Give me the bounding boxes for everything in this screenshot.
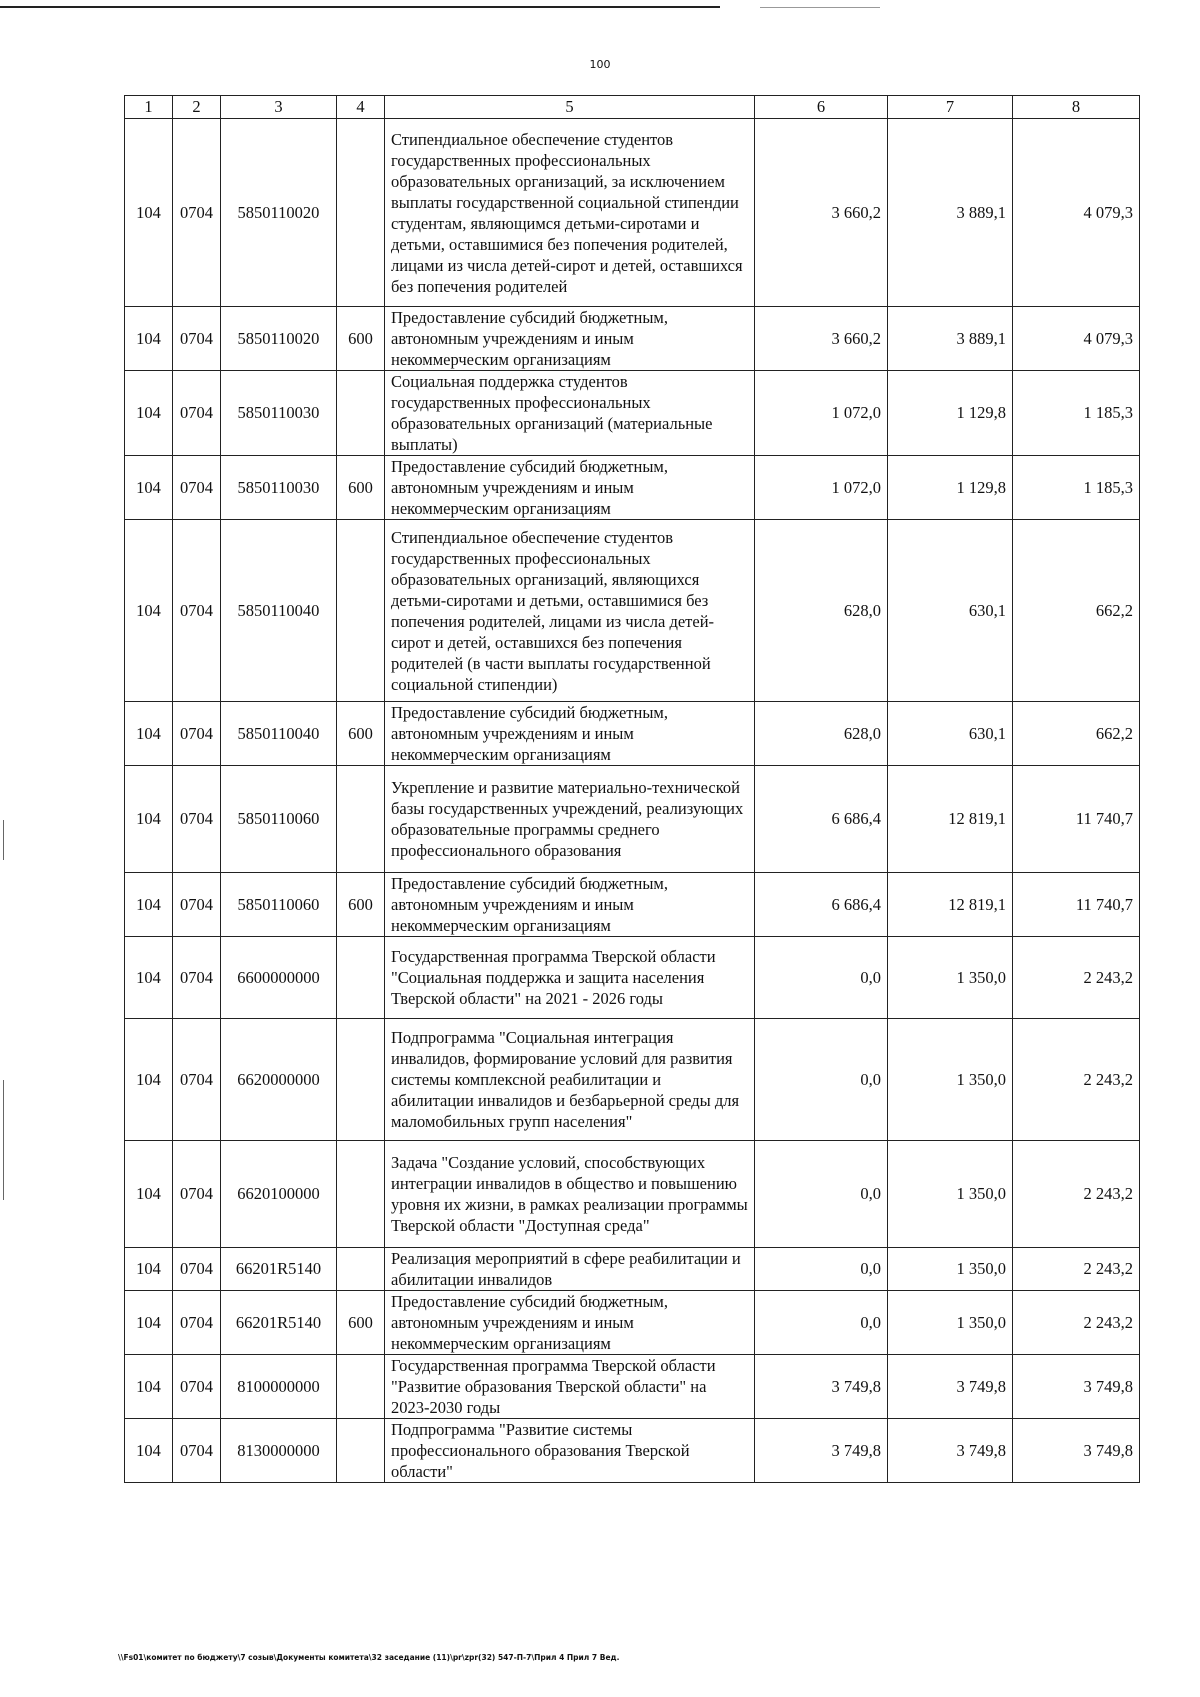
budget-section-cell: 104 bbox=[125, 1248, 173, 1291]
target-article-cell: 6600000000 bbox=[221, 937, 337, 1019]
expense-type-cell bbox=[337, 1019, 385, 1141]
amount-cell: 3 889,1 bbox=[888, 307, 1013, 371]
amount-cell: 1 072,0 bbox=[755, 456, 888, 520]
budget-section-cell: 104 bbox=[125, 520, 173, 702]
column-header: 4 bbox=[337, 96, 385, 119]
target-article-cell: 8130000000 bbox=[221, 1419, 337, 1483]
description-cell: Реализация мероприятий в сфере реабилитации и абилитации инвалидов bbox=[385, 1248, 755, 1291]
amount-cell: 12 819,1 bbox=[888, 873, 1013, 937]
amount-cell: 1 350,0 bbox=[888, 1248, 1013, 1291]
subsection-code-cell: 0704 bbox=[173, 1019, 221, 1141]
amount-cell: 0,0 bbox=[755, 1248, 888, 1291]
amount-cell: 3 749,8 bbox=[755, 1419, 888, 1483]
table-row bbox=[125, 937, 1140, 1019]
amount-cell: 0,0 bbox=[755, 1291, 888, 1355]
description-cell: Предоставление субсидий бюджетным, автономным учреждениям и иным некоммерческим организациям bbox=[385, 873, 755, 937]
amount-cell: 630,1 bbox=[888, 702, 1013, 766]
table-row bbox=[125, 1355, 1140, 1419]
budget-section-cell: 104 bbox=[125, 873, 173, 937]
amount-cell: 1 129,8 bbox=[888, 456, 1013, 520]
expense-type-cell bbox=[337, 520, 385, 702]
target-article-cell: 5850110020 bbox=[221, 307, 337, 371]
description-cell: Предоставление субсидий бюджетным, автономным учреждениям и иным некоммерческим организациям bbox=[385, 307, 755, 371]
amount-cell: 1 350,0 bbox=[888, 1019, 1013, 1141]
table-row bbox=[125, 702, 1140, 766]
amount-cell: 1 185,3 bbox=[1013, 456, 1140, 520]
expense-type-cell bbox=[337, 1141, 385, 1248]
amount-cell: 1 350,0 bbox=[888, 1291, 1013, 1355]
table-row bbox=[125, 456, 1140, 520]
header-row bbox=[125, 96, 1140, 119]
amount-cell: 662,2 bbox=[1013, 520, 1140, 702]
subsection-code-cell: 0704 bbox=[173, 1291, 221, 1355]
expense-type-cell bbox=[337, 1248, 385, 1291]
amount-cell: 662,2 bbox=[1013, 702, 1140, 766]
target-article-cell: 66201R5140 bbox=[221, 1291, 337, 1355]
target-article-cell: 5850110020 bbox=[221, 119, 337, 307]
subsection-code-cell: 0704 bbox=[173, 1141, 221, 1248]
amount-cell: 3 749,8 bbox=[888, 1419, 1013, 1483]
expense-type-cell bbox=[337, 119, 385, 307]
column-header: 2 bbox=[173, 96, 221, 119]
amount-cell: 1 350,0 bbox=[888, 937, 1013, 1019]
target-article-cell: 5850110030 bbox=[221, 456, 337, 520]
table-row bbox=[125, 1141, 1140, 1248]
budget-table bbox=[124, 95, 1140, 1483]
left-margin-mark bbox=[3, 820, 4, 860]
expense-type-cell: 600 bbox=[337, 702, 385, 766]
table-row bbox=[125, 119, 1140, 307]
amount-cell: 2 243,2 bbox=[1013, 937, 1140, 1019]
description-cell: Государственная программа Тверской области "Социальная поддержка и защита населения Тверской области" на 2021 - 2026 годы bbox=[385, 937, 755, 1019]
table-row bbox=[125, 766, 1140, 873]
target-article-cell: 5850110040 bbox=[221, 702, 337, 766]
expense-type-cell: 600 bbox=[337, 456, 385, 520]
description-cell: Предоставление субсидий бюджетным, автономным учреждениям и иным некоммерческим организациям bbox=[385, 702, 755, 766]
description-cell: Социальная поддержка студентов государственных профессиональных образовательных организаций (материальные выплаты) bbox=[385, 371, 755, 456]
target-article-cell: 5850110030 bbox=[221, 371, 337, 456]
amount-cell: 628,0 bbox=[755, 702, 888, 766]
subsection-code-cell: 0704 bbox=[173, 873, 221, 937]
subsection-code-cell: 0704 bbox=[173, 1419, 221, 1483]
column-header: 7 bbox=[888, 96, 1013, 119]
budget-section-cell: 104 bbox=[125, 766, 173, 873]
expense-type-cell: 600 bbox=[337, 873, 385, 937]
amount-cell: 1 185,3 bbox=[1013, 371, 1140, 456]
table-row bbox=[125, 1019, 1140, 1141]
amount-cell: 3 749,8 bbox=[1013, 1419, 1140, 1483]
description-cell: Предоставление субсидий бюджетным, автономным учреждениям и иным некоммерческим организациям bbox=[385, 1291, 755, 1355]
amount-cell: 11 740,7 bbox=[1013, 873, 1140, 937]
amount-cell: 4 079,3 bbox=[1013, 119, 1140, 307]
subsection-code-cell: 0704 bbox=[173, 456, 221, 520]
expense-type-cell: 600 bbox=[337, 1291, 385, 1355]
amount-cell: 3 749,8 bbox=[1013, 1355, 1140, 1419]
amount-cell: 1 072,0 bbox=[755, 371, 888, 456]
description-cell: Государственная программа Тверской области "Развитие образования Тверской области" на 2023-2030 годы bbox=[385, 1355, 755, 1419]
description-cell: Стипендиальное обеспечение студентов государственных профессиональных образовательных организаций, являющихся детьми-сиротами и детьми, оставшимися без попечения родителей, лицами из числа детей-сирот и детей, оставшихся без попечения родителей (в части выплаты государственной социальной стипендии) bbox=[385, 520, 755, 702]
top-edge-line-faint bbox=[760, 7, 880, 8]
column-header: 6 bbox=[755, 96, 888, 119]
target-article-cell: 6620000000 bbox=[221, 1019, 337, 1141]
expense-type-cell bbox=[337, 1355, 385, 1419]
budget-section-cell: 104 bbox=[125, 456, 173, 520]
target-article-cell: 5850110040 bbox=[221, 520, 337, 702]
target-article-cell: 8100000000 bbox=[221, 1355, 337, 1419]
top-edge-line bbox=[0, 6, 720, 8]
amount-cell: 2 243,2 bbox=[1013, 1291, 1140, 1355]
table-row bbox=[125, 873, 1140, 937]
amount-cell: 11 740,7 bbox=[1013, 766, 1140, 873]
subsection-code-cell: 0704 bbox=[173, 1355, 221, 1419]
budget-section-cell: 104 bbox=[125, 371, 173, 456]
column-header: 3 bbox=[221, 96, 337, 119]
amount-cell: 4 079,3 bbox=[1013, 307, 1140, 371]
budget-section-cell: 104 bbox=[125, 1419, 173, 1483]
subsection-code-cell: 0704 bbox=[173, 307, 221, 371]
description-cell: Подпрограмма "Социальная интеграция инвалидов, формирование условий для развития системы комплексной реабилитации и абилитации инвалидов и безбарьерной среды для маломобильных групп населения" bbox=[385, 1019, 755, 1141]
amount-cell: 3 660,2 bbox=[755, 307, 888, 371]
description-cell: Стипендиальное обеспечение студентов государственных профессиональных образовательных организаций, за исключением выплаты государственной социальной стипендии студентам, являющимся детьми-сиротами и детьми, оставшимися без попечения родителей, лицами из числа детей-сирот и детей, оставшихся без попечения родителей bbox=[385, 119, 755, 307]
page-number: 100 bbox=[589, 58, 611, 71]
table-row bbox=[125, 1291, 1140, 1355]
left-margin-mark bbox=[3, 1080, 4, 1200]
amount-cell: 628,0 bbox=[755, 520, 888, 702]
table-row bbox=[125, 1419, 1140, 1483]
amount-cell: 630,1 bbox=[888, 520, 1013, 702]
amount-cell: 3 889,1 bbox=[888, 119, 1013, 307]
description-cell: Подпрограмма "Развитие системы профессионального образования Тверской области" bbox=[385, 1419, 755, 1483]
column-header: 8 bbox=[1013, 96, 1140, 119]
table-row bbox=[125, 1248, 1140, 1291]
amount-cell: 0,0 bbox=[755, 1141, 888, 1248]
budget-section-cell: 104 bbox=[125, 307, 173, 371]
expense-type-cell: 600 bbox=[337, 307, 385, 371]
description-cell: Задача "Создание условий, способствующих интеграции инвалидов в общество и повышению уровня их жизни, в рамках реализации программы Тверской области "Доступная среда" bbox=[385, 1141, 755, 1248]
expense-type-cell bbox=[337, 766, 385, 873]
expense-type-cell bbox=[337, 371, 385, 456]
target-article-cell: 5850110060 bbox=[221, 766, 337, 873]
amount-cell: 3 749,8 bbox=[755, 1355, 888, 1419]
target-article-cell: 5850110060 bbox=[221, 873, 337, 937]
table-row bbox=[125, 307, 1140, 371]
file-path-footer: \\Fs01\комитет по бюджету\7 созыв\Документы комитета\32 заседание (11)\pr\zpr(32) 547-П-7\Прил 4 Прил 7 Вед. bbox=[118, 1653, 620, 1662]
amount-cell: 6 686,4 bbox=[755, 873, 888, 937]
budget-section-cell: 104 bbox=[125, 1291, 173, 1355]
amount-cell: 2 243,2 bbox=[1013, 1248, 1140, 1291]
budget-section-cell: 104 bbox=[125, 702, 173, 766]
amount-cell: 3 749,8 bbox=[888, 1355, 1013, 1419]
amount-cell: 6 686,4 bbox=[755, 766, 888, 873]
amount-cell: 1 350,0 bbox=[888, 1141, 1013, 1248]
amount-cell: 2 243,2 bbox=[1013, 1019, 1140, 1141]
subsection-code-cell: 0704 bbox=[173, 702, 221, 766]
column-header: 1 bbox=[125, 96, 173, 119]
expense-type-cell bbox=[337, 937, 385, 1019]
budget-section-cell: 104 bbox=[125, 937, 173, 1019]
budget-section-cell: 104 bbox=[125, 1141, 173, 1248]
amount-cell: 0,0 bbox=[755, 937, 888, 1019]
subsection-code-cell: 0704 bbox=[173, 119, 221, 307]
amount-cell: 12 819,1 bbox=[888, 766, 1013, 873]
subsection-code-cell: 0704 bbox=[173, 937, 221, 1019]
budget-section-cell: 104 bbox=[125, 119, 173, 307]
subsection-code-cell: 0704 bbox=[173, 520, 221, 702]
amount-cell: 3 660,2 bbox=[755, 119, 888, 307]
target-article-cell: 6620100000 bbox=[221, 1141, 337, 1248]
amount-cell: 2 243,2 bbox=[1013, 1141, 1140, 1248]
budget-section-cell: 104 bbox=[125, 1019, 173, 1141]
table-row bbox=[125, 520, 1140, 702]
amount-cell: 1 129,8 bbox=[888, 371, 1013, 456]
target-article-cell: 66201R5140 bbox=[221, 1248, 337, 1291]
subsection-code-cell: 0704 bbox=[173, 1248, 221, 1291]
description-cell: Предоставление субсидий бюджетным, автономным учреждениям и иным некоммерческим организациям bbox=[385, 456, 755, 520]
amount-cell: 0,0 bbox=[755, 1019, 888, 1141]
table-row bbox=[125, 371, 1140, 456]
expense-type-cell bbox=[337, 1419, 385, 1483]
subsection-code-cell: 0704 bbox=[173, 766, 221, 873]
budget-section-cell: 104 bbox=[125, 1355, 173, 1419]
subsection-code-cell: 0704 bbox=[173, 371, 221, 456]
column-header: 5 bbox=[385, 96, 755, 119]
description-cell: Укрепление и развитие материально-технической базы государственных учреждений, реализующих образовательные программы среднего профессионального образования bbox=[385, 766, 755, 873]
